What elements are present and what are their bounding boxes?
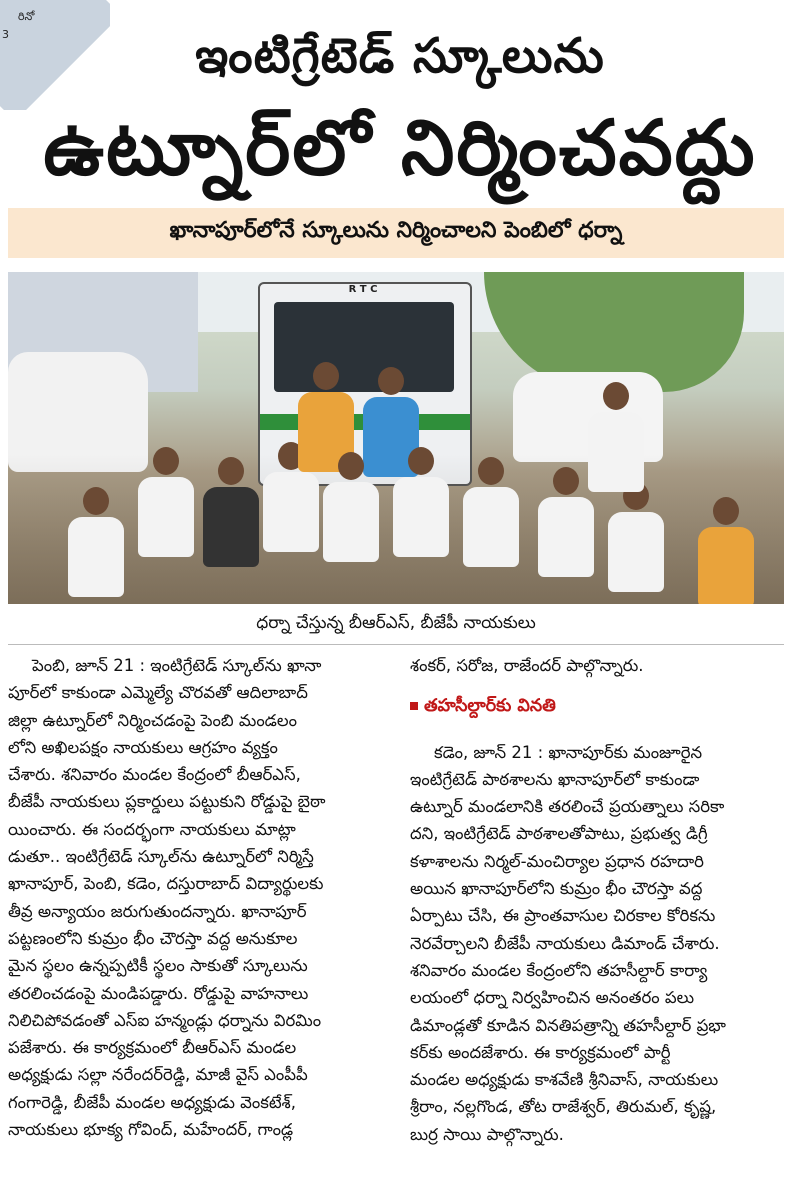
article-line: బీజేపీ నాయకులు ప్లకార్డులు పట్టుకుని రోడ్డుపై బైఠా — [8, 792, 326, 812]
article-line: ఉట్నూర్ మండలానికి తరలించే ప్రయత్నాలు సరికా — [410, 797, 725, 817]
photo-person — [68, 487, 124, 604]
article-line: అయిన ఖానాపూర్‌లోని కుమ్రం భీం చౌరస్తా వద్ద — [410, 879, 703, 899]
photo-person — [698, 497, 754, 604]
photo-person — [538, 467, 594, 587]
photo-person — [588, 382, 644, 502]
article-subheading — [410, 693, 790, 720]
article-line: ఖానాపూర్, పెంబి, కడెం, దస్తురాబాద్ విద్యార్థులకు — [8, 874, 324, 894]
corner-snippet-text: రినో — [18, 10, 35, 23]
article-line: లోని అఖిలపక్షం నాయకులు ఆగ్రహం వ్యక్తం — [8, 737, 278, 757]
article-line: శనివారం మండల కేంద్రంలోని తహసీల్దార్ కార్యా — [410, 960, 708, 980]
article-line: పట్టణంలోని కుమ్రం భీం చౌరస్తా వద్ద అనుకూల — [8, 928, 298, 948]
article-line: కడెం, జూన్ 21 : ఖానాపూర్‌కు మంజూరైన — [434, 742, 703, 762]
photo-person — [393, 447, 449, 567]
article-line: జిల్లా ఉట్నూర్‌లో నిర్మించడంపై పెంబి మండలం — [8, 710, 297, 730]
article-line: లయంలో ధర్నా నిర్వహించిన అనంతరం పలు — [410, 988, 695, 1008]
article-line: మైన స్థలం ఉన్నప్పటికీ స్థలం సాకుతో స్కూలును — [8, 956, 308, 976]
headline-line-1: ఇంటిగ్రేటెడ్ స్కూలును — [195, 28, 605, 84]
article-line: డుతూ.. ఇంటిగ్రేటెడ్ స్కూల్‌ను ఉట్నూర్‌లో నిర్మిస్తే — [8, 847, 314, 867]
article-line: గంగారెడ్డి, బీజేపీ మండల అధ్యక్షుడు వెంకటేశ్, — [8, 1092, 296, 1112]
article-line: పజేశారు. ఈ కార్యక్రమంలో బీఆర్ఎస్ మండల — [8, 1038, 297, 1058]
article-line: ఏర్పాటు చేసి, ఈ ప్రాంతవాసుల చిరకాల కోరికను — [410, 906, 716, 926]
article-line: చేశారు. శనివారం మండల కేంద్రంలో బీఆర్ఎస్, — [8, 765, 301, 785]
headline-line-2: ఉట్నూర్‌లో నిర్మించవద్దు — [43, 103, 757, 192]
corner-snippet-text-2: 3 — [2, 28, 9, 41]
caption-divider — [8, 644, 784, 645]
article-line: దని, ఇంటిగ్రేటెడ్ పాఠశాలతోపాటు, ప్రభుత్వ డిగ్రీ — [410, 824, 708, 844]
photo-person — [463, 457, 519, 577]
deck-text: ఖానాపూర్‌లోనే స్కూలును నిర్మించాలని పెంబిలో ధర్నా — [169, 218, 623, 243]
caption-text: ధర్నా చేస్తున్న బీఆర్ఎస్, బీజేపీ నాయకులు — [256, 613, 536, 633]
article-line: శ్రీరాం, నల్లగొండ, తోట రాజేశ్వర్, తిరుమల్, కృష్ణ, — [410, 1097, 717, 1117]
article-line: కళాశాలను నిర్మల్-మంచిర్యాల ప్రధాన రహదారి — [410, 851, 704, 871]
article-line: బుర్ర సాయి పాల్గొన్నారు. — [410, 1124, 564, 1144]
article-line: తరలించడంపై మండిపడ్డారు. రోడ్డుపై వాహనాలు — [8, 983, 309, 1003]
article-line: శంకర్, సరోజ, రాజేందర్ పాల్గొన్నారు. — [410, 656, 644, 675]
article-line: తీవ్ర అన్యాయం జరుగుతుందన్నారు. ఖానాపూర్ — [8, 901, 307, 921]
article-line: అధ్యక్షుడు సల్లా నరేందర్‌రెడ్డి, మాజీ వైస్ ఎంపీపీ — [8, 1065, 308, 1085]
bullet-square-icon — [410, 702, 418, 710]
article-line: పెంబి, జూన్ 21 : ఇంటిగ్రేటెడ్ స్కూల్‌ను ఖానా — [32, 656, 322, 675]
article-line: ఇంటిగ్రేటెడ్ పాఠశాలను ఖానాపూర్‌లో కాకుండా — [410, 769, 700, 789]
article-line: డిమాండ్లతో కూడిన వినతిపత్రాన్ని తహసీల్దార్ ప్రభా — [410, 1015, 726, 1035]
photo-caption — [8, 606, 784, 644]
subheading-text: తహసీల్దార్‌కు వినతి — [424, 696, 556, 717]
article-column-left — [8, 652, 394, 1143]
article-line: నెరవేర్చాలని బీజేపీ నాయకులు డిమాండ్ చేశారు. — [410, 933, 720, 953]
article-line: మండల అధ్యక్షుడు కాశవేణి శ్రీనివాస్, నాయకులు — [410, 1070, 719, 1090]
news-photo — [8, 272, 784, 604]
article-line: యించారు. ఈ సందర్భంగా నాయకులు మాట్లా — [8, 819, 296, 839]
bus-plate-text: R T C — [348, 284, 378, 295]
article-column-right — [410, 652, 790, 1148]
article-line: నాయకులు భూక్య గోవింద్, మహేందర్, గాండ్ల — [8, 1120, 294, 1140]
article-line: కర్‌కు అందజేశారు. ఈ కార్యక్రమంలో పార్టీ — [410, 1042, 671, 1062]
photo-person — [138, 447, 194, 567]
photo-person — [323, 452, 379, 572]
article-line: పూర్‌లో కాకుండా ఎమ్మెల్యే చొరవతో ఆదిలాబాద్ — [8, 683, 308, 703]
article-line: నిలిచిపోవడంతో ఎస్ఐ హన్మండ్లు ధర్నాను విరమిం — [8, 1010, 322, 1030]
deck-subheading — [8, 208, 784, 258]
photo-person — [203, 457, 259, 577]
